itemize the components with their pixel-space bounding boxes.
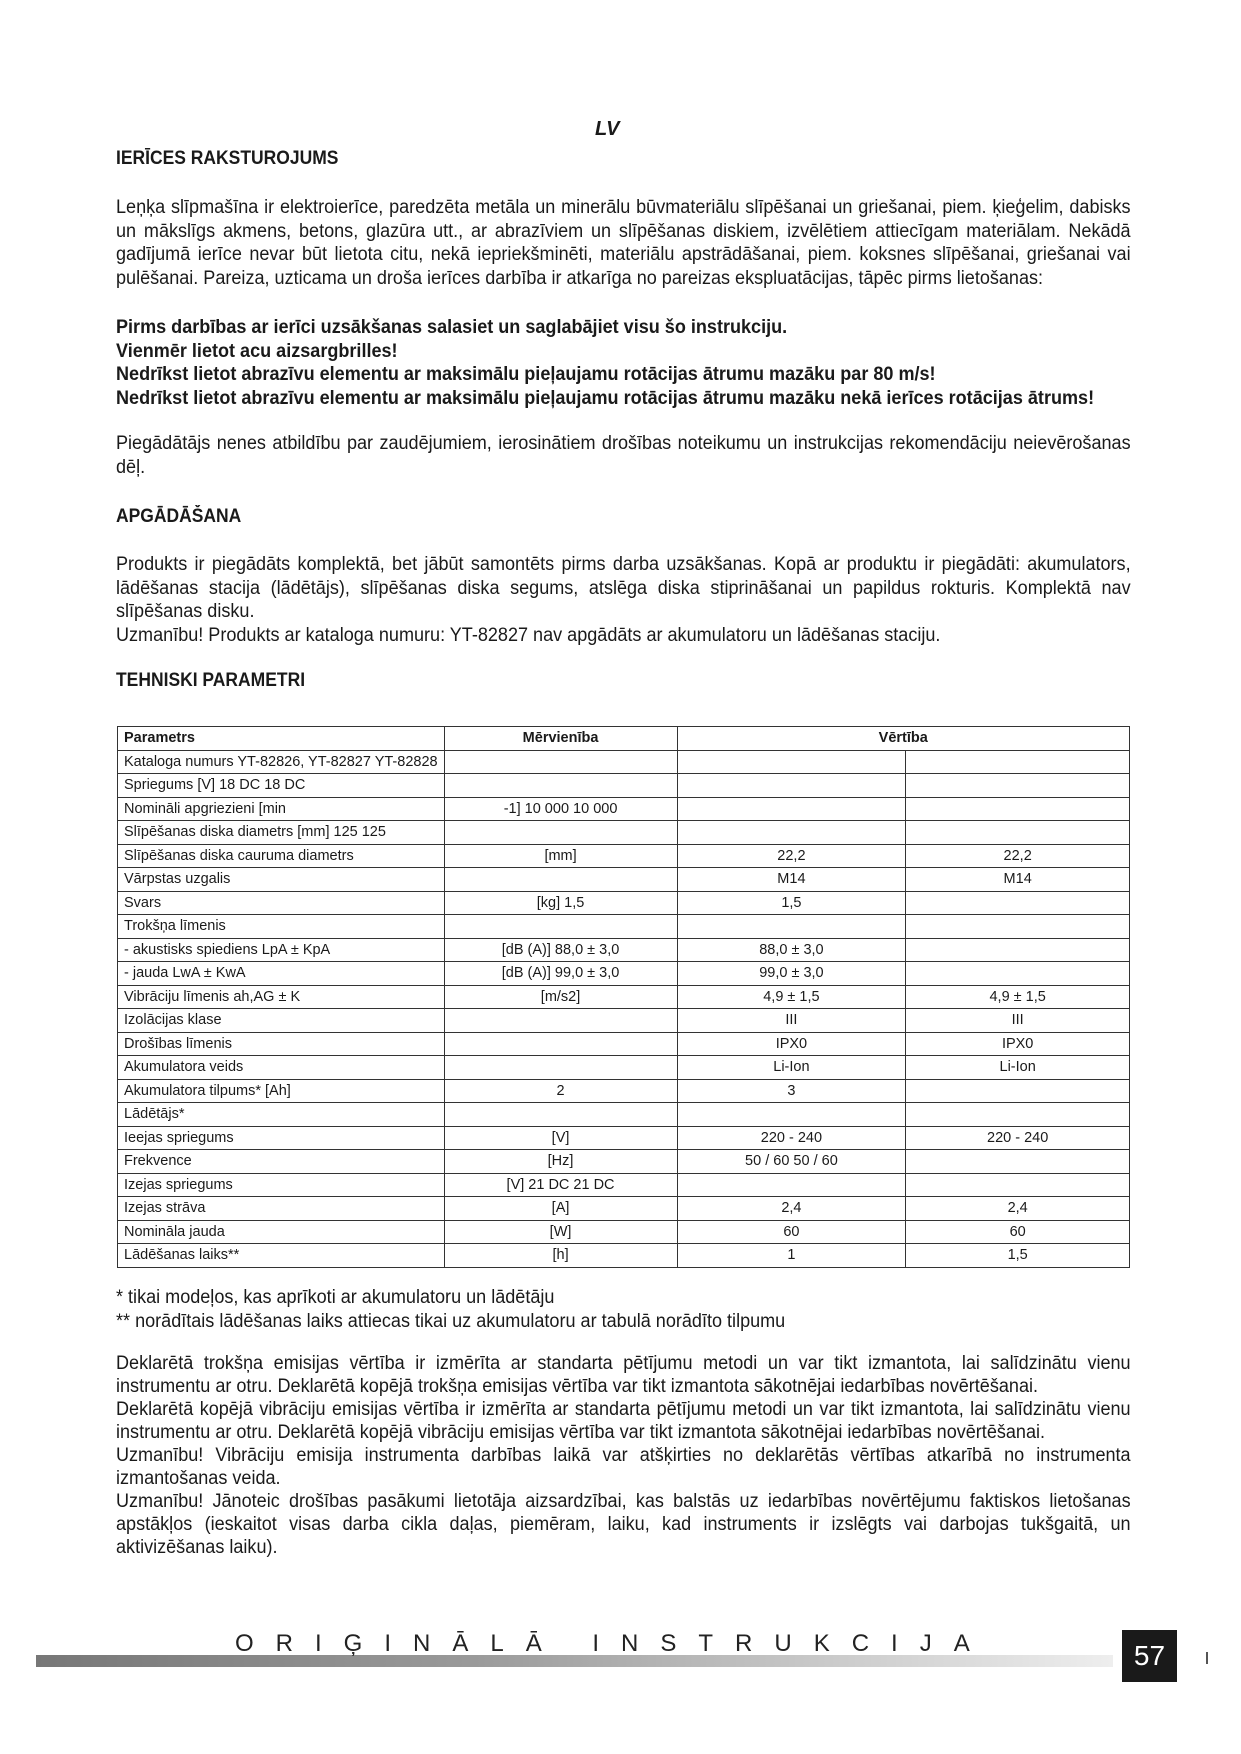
table-cell: IPX0 <box>906 1032 1130 1056</box>
table-cell <box>444 915 677 939</box>
description-paragraph: Leņķa slīpmašīna ir elektroierīce, paredzēta metāla un minerālu būvmateriālu slīpēšanai un griešanai, piem. ķieģelim, dabisks un mākslīgs akmens, betons, glazūra utt., ar abrazīviem un slīpēšanas diskiem, izvēlētiem attiecīgam materiālam. Nekādā gadījumā ierīce nevar būt lietota citu, nekā iepriekšminēti, materiālu apstrādāšanai, piem. koksnes slīpēšanai, griešanai vai pulēšanai. Pareiza, uzticama un droša ierīces darbība ir atkarīga no pareizas ekspluatācijas, tāpēc pirms lietošanas: <box>116 197 1131 289</box>
section-title-supply: APGĀDĀŠANA <box>116 506 242 527</box>
warning-80ms: Nedrīkst lietot abrazīvu elementu ar maksimālu pieļaujamu rotācijas ātrumu mazāku par 80 m/s! <box>116 364 936 385</box>
warning-goggles: Vienmēr lietot acu aizsargbrilles! <box>116 340 398 362</box>
table-row <box>118 1173 1130 1197</box>
table-cell <box>444 1103 677 1127</box>
table-row <box>118 1126 1130 1150</box>
table-cell: - jauda LwA ± KwA <box>118 962 445 986</box>
warnings-block <box>116 316 1131 410</box>
table-cell: 4,9 ± 1,5 <box>677 985 906 1009</box>
table-cell: Svars <box>118 891 445 915</box>
warning-read-instructions: Pirms darbības ar ierīci uzsākšanas salasiet un saglabājiet visu šo instrukciju. <box>116 317 788 338</box>
table-cell: [V] <box>444 1126 677 1150</box>
table-cell: [h] <box>444 1244 677 1268</box>
table-cell <box>444 1009 677 1033</box>
table-cell: 2,4 <box>677 1197 906 1221</box>
table-row <box>118 1056 1130 1080</box>
table-row <box>118 1079 1130 1103</box>
table-row <box>118 938 1130 962</box>
table-cell: [kg] 1,5 <box>444 891 677 915</box>
table-cell: 60 <box>677 1220 906 1244</box>
table-row <box>118 821 1130 845</box>
table-cell: III <box>906 1009 1130 1033</box>
table-cell: Nomināli apgriezieni [min <box>118 797 445 821</box>
table-row <box>118 750 1130 774</box>
table-cell: Kataloga numurs YT-82826, YT-82827 YT-82828 <box>118 750 445 774</box>
table-cell <box>906 915 1130 939</box>
table-cell <box>906 797 1130 821</box>
footer-title: ORIĢINĀLĀ INSTRUKCIJA <box>235 1630 992 1657</box>
table-cell <box>906 938 1130 962</box>
header-cell: Parametrs <box>118 727 445 751</box>
header-cell: Vērtība <box>677 727 1130 751</box>
footnote: * tikai modeļos, kas aprīkoti ar akumulatoru un lādētāju <box>116 1287 555 1308</box>
section-title-parameters: TEHNISKI PARAMETRI <box>116 670 306 691</box>
table-cell: Frekvence <box>118 1150 445 1174</box>
supply-block <box>116 553 1131 647</box>
table-row <box>118 1032 1130 1056</box>
table-cell: [m/s2] <box>444 985 677 1009</box>
table-cell: Lādētājs* <box>118 1103 445 1127</box>
table-cell: Akumulatora tilpums* [Ah] <box>118 1079 445 1103</box>
table-row <box>118 1220 1130 1244</box>
table-cell: 99,0 ± 3,0 <box>677 962 906 986</box>
table-cell: 60 <box>906 1220 1130 1244</box>
supply-paragraph: Produkts ir piegādāts komplektā, bet jābūt samontēts pirms darba uzsākšanas. Kopā ar produktu ir piegādāti: akumulators, lādēšanas stacija (lādētājs), slīpēšanas diska segums, atslēga diska stiprināšanai un papildus rokturis. Komplektā nav slīpēšanas disku. <box>116 554 1131 622</box>
section-title-description: IERĪCES RAKSTUROJUMS <box>116 148 339 169</box>
table-cell: Nomināla jauda <box>118 1220 445 1244</box>
table-cell <box>906 821 1130 845</box>
parameters-table <box>117 726 1130 1268</box>
table-cell: -1] 10 000 10 000 <box>444 797 677 821</box>
table-cell <box>906 1173 1130 1197</box>
language-code: LV <box>595 118 620 140</box>
table-cell <box>677 750 906 774</box>
table-cell <box>906 1103 1130 1127</box>
declaration-noise: Deklarētā trokšņa emisijas vērtība ir izmērīta ar standarta pētījumu metodi un var tikt izmantota, lai salīdzinātu vienu instrumentu ar otru. Deklarētā kopējā trokšņa emisijas vērtība var tikt izmantota sākotnējai iedarbības novērtēšanai. <box>116 1353 1131 1397</box>
table-cell: Trokšņa līmenis <box>118 915 445 939</box>
table-row <box>118 985 1130 1009</box>
table-cell: [A] <box>444 1197 677 1221</box>
table-cell: 1,5 <box>677 891 906 915</box>
table-cell: Li-Ion <box>677 1056 906 1080</box>
table-cell: Ieejas spriegums <box>118 1126 445 1150</box>
table-cell: [dB (A)] 88,0 ± 3,0 <box>444 938 677 962</box>
table-row <box>118 1150 1130 1174</box>
table-cell <box>677 774 906 798</box>
table-cell: - akustisks spiediens LpA ± KpA <box>118 938 445 962</box>
table-cell <box>906 1150 1130 1174</box>
table-cell: Akumulatora veids <box>118 1056 445 1080</box>
table-cell: 3 <box>677 1079 906 1103</box>
table-cell: Lādēšanas laiks** <box>118 1244 445 1268</box>
table-cell <box>677 821 906 845</box>
table-cell: Slīpēšanas diska cauruma diametrs <box>118 844 445 868</box>
page-number: 57 <box>1122 1630 1177 1682</box>
table-cell <box>906 891 1130 915</box>
declarations-block <box>116 1352 1131 1559</box>
table-row <box>118 915 1130 939</box>
supply-note: Uzmanību! Produkts ar kataloga numuru: YT-82827 nav apgādāts ar akumulatoru un lādēšanas staciju. <box>116 624 941 646</box>
table-cell: [V] 21 DC 21 DC <box>444 1173 677 1197</box>
table-cell: [W] <box>444 1220 677 1244</box>
table-cell: Vibrāciju līmenis ah,AG ± K <box>118 985 445 1009</box>
table-row <box>118 797 1130 821</box>
table-cell <box>906 750 1130 774</box>
table-cell: IPX0 <box>677 1032 906 1056</box>
table-cell: Li-Ion <box>906 1056 1130 1080</box>
table-cell: Izejas strāva <box>118 1197 445 1221</box>
table-cell: Spriegums [V] 18 DC 18 DC <box>118 774 445 798</box>
table-cell: [Hz] <box>444 1150 677 1174</box>
table-cell: 22,2 <box>906 844 1130 868</box>
table-cell <box>906 1079 1130 1103</box>
declaration-safety-warning: Uzmanību! Jānoteic drošības pasākumi lietotāja aizsardzībai, kas balstās uz iedarbības novērtējumu faktiskos lietošanas apstākļos (ieskaitot visas darba cikla daļas, piemēram, laiku, kad instruments ir izslēgts vai darbojas tukšgaitā, un aktivizēšanas laiku). <box>116 1491 1131 1558</box>
table-cell: 4,9 ± 1,5 <box>906 985 1130 1009</box>
footnote: ** norādītais lādēšanas laiks attiecas tikai uz akumulatoru ar tabulā norādīto tilpumu <box>116 1311 786 1332</box>
declaration-vibration: Deklarētā kopējā vibrāciju emisijas vērtība ir izmērīta ar standarta pētījumu metodi un var tikt izmantota, lai salīdzinātu vienu instrumentu ar otru. Deklarētā kopējā vibrāciju emisijas vērtība var tikt izmantota sākotnējai iedarbības novērtēšanai. <box>116 1399 1131 1443</box>
table-cell: III <box>677 1009 906 1033</box>
table-cell <box>444 750 677 774</box>
table-row <box>118 1197 1130 1221</box>
table-cell <box>677 1173 906 1197</box>
table-cell: Izejas spriegums <box>118 1173 445 1197</box>
table-cell: 1 <box>677 1244 906 1268</box>
table-cell <box>906 962 1130 986</box>
table-cell: Vārpstas uzgalis <box>118 868 445 892</box>
table-row <box>118 868 1130 892</box>
table-cell <box>444 1032 677 1056</box>
table-cell: M14 <box>677 868 906 892</box>
warning-rotation-speed: Nedrīkst lietot abrazīvu elementu ar maksimālu pieļaujamu rotācijas ātrumu mazāku nekā ierīces rotācijas ātrums! <box>116 387 1095 409</box>
header-cell: Mērvienība <box>444 727 677 751</box>
table-cell <box>444 774 677 798</box>
table-cell: Slīpēšanas diska diametrs [mm] 125 125 <box>118 821 445 845</box>
table-cell <box>677 1103 906 1127</box>
table-row <box>118 1009 1130 1033</box>
table-cell <box>677 915 906 939</box>
footnotes-block <box>116 1286 785 1334</box>
table-row <box>118 891 1130 915</box>
table-cell: [mm] <box>444 844 677 868</box>
table-cell: 22,2 <box>677 844 906 868</box>
table-cell <box>444 1056 677 1080</box>
table-cell: 220 - 240 <box>906 1126 1130 1150</box>
table-cell <box>677 797 906 821</box>
declaration-vibration-warning: Uzmanību! Vibrāciju emisija instrumenta darbības laikā var atšķirties no deklarētās vērtības atkarībā no instrumenta izmantošanas veida. <box>116 1445 1131 1489</box>
table-row <box>118 1244 1130 1268</box>
table-cell: Izolācijas klase <box>118 1009 445 1033</box>
table-cell <box>906 774 1130 798</box>
table-header-row <box>118 727 1130 751</box>
table-cell: M14 <box>906 868 1130 892</box>
table-cell: 220 - 240 <box>677 1126 906 1150</box>
table-cell <box>444 821 677 845</box>
table-cell: 50 / 60 50 / 60 <box>677 1150 906 1174</box>
table-row <box>118 844 1130 868</box>
table-row <box>118 774 1130 798</box>
page-edge-mark <box>1206 1652 1208 1664</box>
table-row <box>118 1103 1130 1127</box>
table-cell: 1,5 <box>906 1244 1130 1268</box>
table-cell: 2 <box>444 1079 677 1103</box>
table-row <box>118 962 1130 986</box>
table-cell: 88,0 ± 3,0 <box>677 938 906 962</box>
table-cell: [dB (A)] 99,0 ± 3,0 <box>444 962 677 986</box>
liability-paragraph: Piegādātājs nenes atbildību par zaudējumiem, ierosinātiem drošības noteikumu un instrukcijas rekomendāciju neievērošanas dēļ. <box>116 433 1131 478</box>
table-cell <box>444 868 677 892</box>
table-cell: 2,4 <box>906 1197 1130 1221</box>
table-cell: Drošības līmenis <box>118 1032 445 1056</box>
